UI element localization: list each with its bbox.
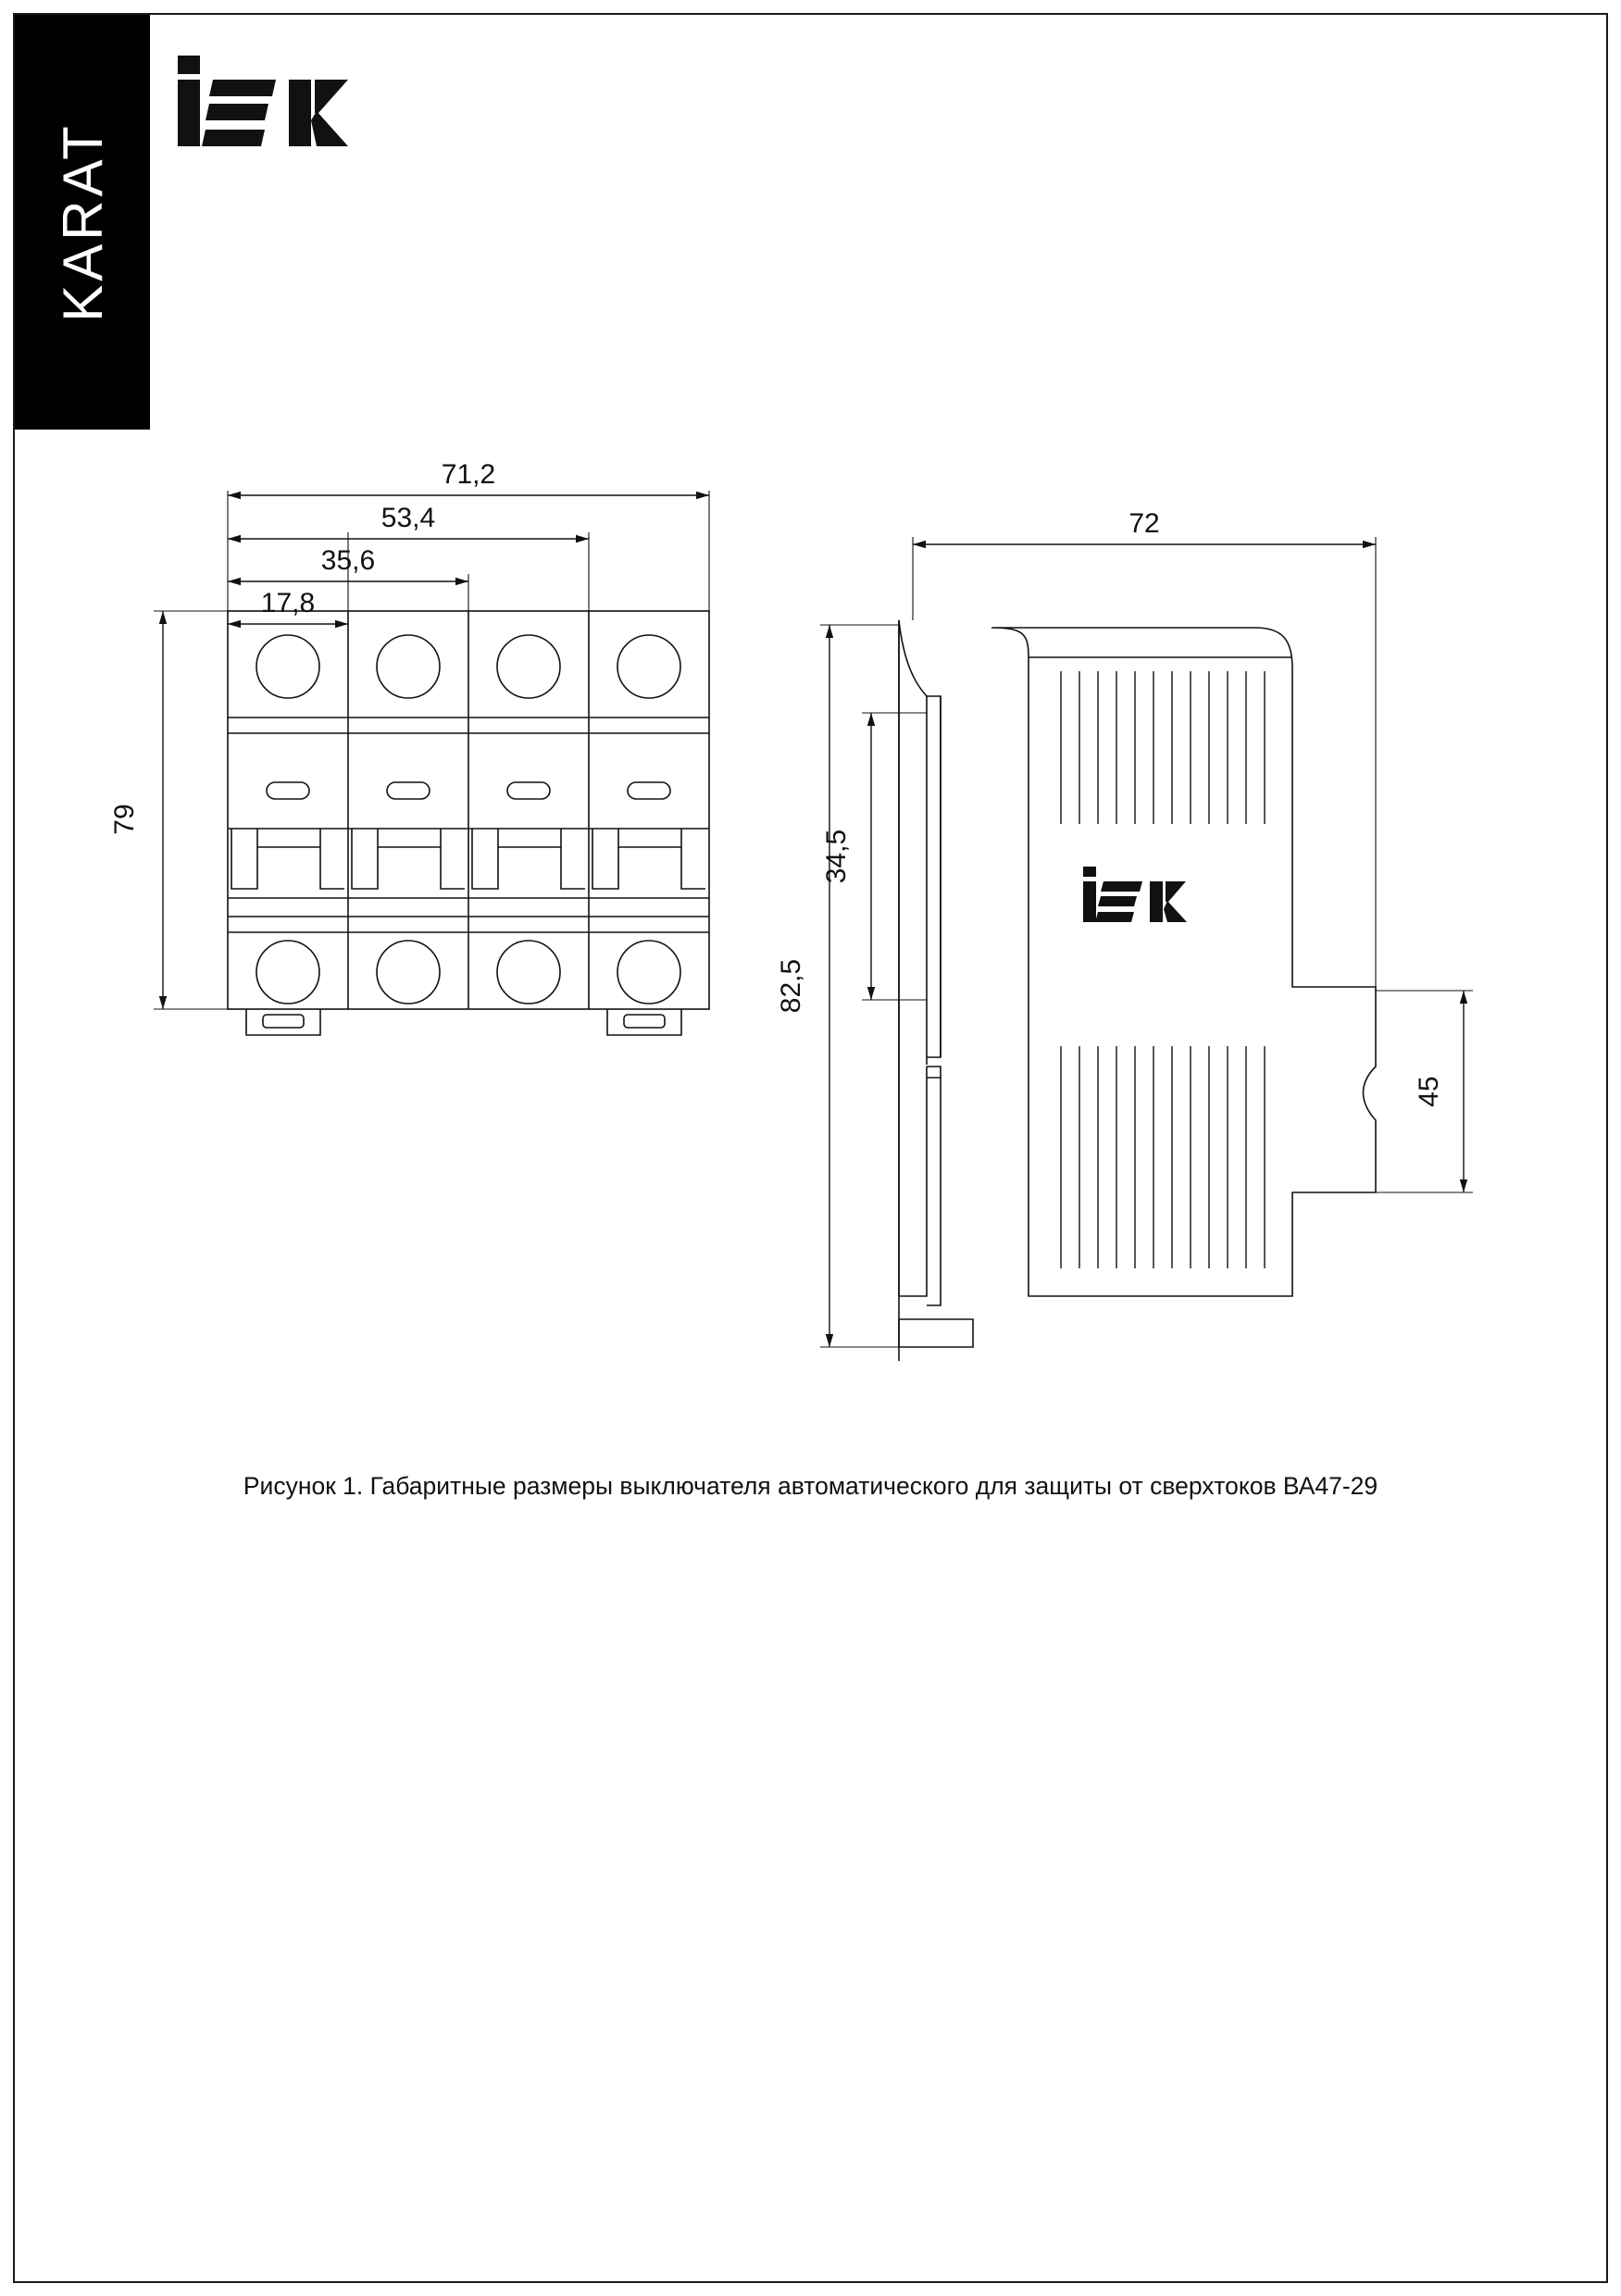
dim-label-depth-total: 72 bbox=[1128, 508, 1160, 539]
side-view-logo bbox=[1083, 867, 1187, 922]
side-view-drawing bbox=[899, 620, 1376, 1361]
dim-label-width-total: 71,2 bbox=[441, 459, 496, 490]
dim-label-width-2p: 35,6 bbox=[320, 545, 376, 576]
figure-caption: Рисунок 1. Габаритные размеры выключателя автоматического для защиты от сверхтоков ВА47-29 bbox=[243, 1472, 1378, 1500]
dim-label-height-side: 82,5 bbox=[776, 958, 806, 1014]
dim-label-height-body: 45 bbox=[1414, 1076, 1444, 1107]
figure-technical-drawing bbox=[15, 435, 1610, 1472]
dim-label-height-rail: 34,5 bbox=[821, 829, 852, 884]
dim-label-width-1p: 17,8 bbox=[260, 588, 316, 618]
dim-label-width-3p: 53,4 bbox=[380, 503, 436, 533]
dim-label-height-front: 79 bbox=[109, 804, 140, 835]
iek-logo bbox=[176, 52, 370, 154]
front-view-drawing bbox=[228, 611, 709, 1035]
brand-tab-label: KARAT bbox=[51, 122, 114, 322]
brand-tab bbox=[15, 15, 150, 430]
